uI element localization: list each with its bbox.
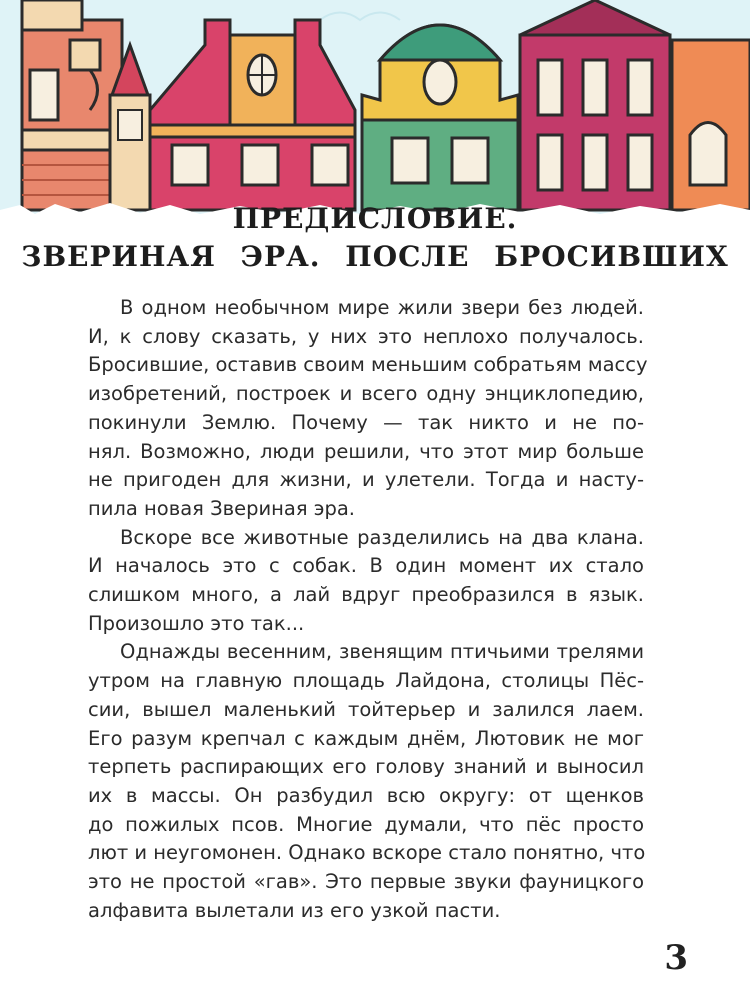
header-illustration-houses <box>0 0 750 225</box>
text-line: алфавита вылетали из его узкой пасти. <box>88 898 501 922</box>
text-line: Бросившие, оставив своим меньшим собратьям массу <box>88 353 648 377</box>
text-line: И началось это с собак. В один момент их стало <box>88 554 644 578</box>
chapter-title-line-1: ПРЕДИСЛОВИЕ. <box>232 202 518 235</box>
text-line: сии, вышел маленький тойтерьер и залился лаем. <box>88 697 644 721</box>
paragraph-1 <box>88 294 648 524</box>
text-line: И, к слову сказать, у них это неплохо получалось. <box>88 324 644 348</box>
chapter-title-line-2: ЗВЕРИНАЯ ЭРА. ПОСЛЕ БРОСИВШИХ <box>21 240 729 273</box>
page-number: 3 <box>664 938 688 978</box>
text-line: Произошло это так... <box>88 611 305 635</box>
text-line: терпеть распирающих его голову знаний и выносил <box>88 755 644 779</box>
text-line: пила новая Звериная эра. <box>88 496 355 520</box>
text-line: не пригоден для жизни, и улетели. Тогда и насту- <box>88 468 644 492</box>
text-line: лют и неугомонен. Однако вскоре стало понятно, что <box>88 841 646 865</box>
text-line: слишком много, а лай вдруг преобразился в язык. <box>88 583 644 607</box>
body-text <box>88 294 648 925</box>
text-line: изобретений, построек и всего одну энциклопедию, <box>88 382 644 406</box>
text-line: нял. Возможно, люди решили, что этот мир больше <box>88 439 644 463</box>
text-line: покинули Землю. Почему — так никто и не по- <box>88 410 644 434</box>
text-line: Его разум крепчал с каждым днём, Лютовик не мог <box>88 726 644 750</box>
text-line: В одном необычном мире жили звери без людей. <box>120 296 644 319</box>
text-line: Вскоре все животные разделились на два клана. <box>120 525 644 549</box>
text-line: Однажды весенним, звенящим птичьими трелями <box>120 640 644 664</box>
text-line: утром на главную площадь Лайдона, столицы Пёс- <box>88 669 644 693</box>
paragraph-3 <box>88 638 644 925</box>
text-line: их в массы. Он разбудил всю округу: от щенков <box>88 783 644 807</box>
text-line: это не простой «гав». Это первые звуки фауницкого <box>88 870 644 894</box>
text-line: до пожилых псов. Многие думали, что пёс просто <box>88 812 644 836</box>
paragraph-2 <box>88 524 644 639</box>
